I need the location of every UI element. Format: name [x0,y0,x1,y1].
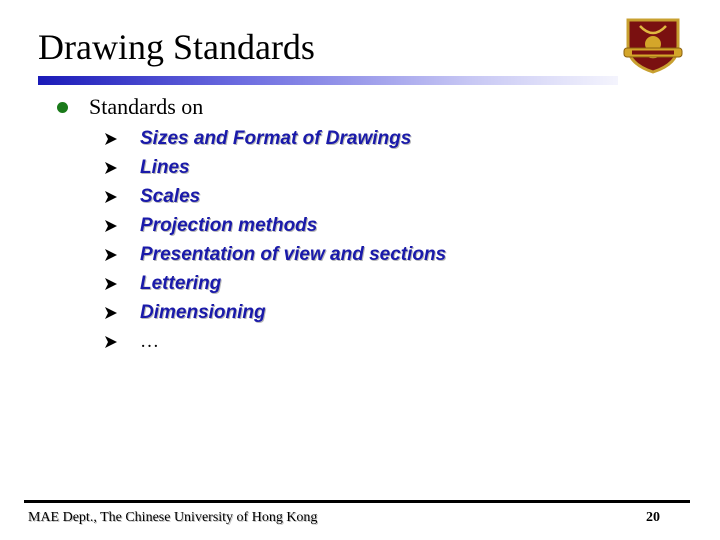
list-item-text: Sizes and Format of Drawings [140,127,412,149]
footer-divider [24,500,690,503]
slide-title: Drawing Standards [38,27,315,67]
arrow-right-icon [104,219,118,233]
arrow-right-icon [104,190,118,204]
arrow-right-icon [104,248,118,262]
list-item [104,124,446,153]
arrow-right-icon [104,306,118,320]
list-item-text: Scales [140,185,201,207]
university-crest-icon [622,14,684,74]
list-item [104,182,446,211]
arrow-right-icon [104,161,118,175]
list-item [104,240,446,269]
page-number: 20 [646,510,660,525]
list-item-text: Dimensioning [140,301,266,323]
list-item-text: Lettering [140,272,222,294]
list-item-text: Projection methods [140,214,318,236]
standards-list [104,124,446,356]
list-item-text: Presentation of view and sections [140,243,447,265]
list-item [104,153,446,182]
list-item-text: Lines [140,156,190,178]
main-bullet-text: Standards on [89,94,204,119]
arrow-right-icon [104,277,118,291]
main-bullet [57,94,203,120]
list-item [104,269,446,298]
list-item [104,327,446,356]
footer-department: MAE Dept., The Chinese University of Hong Kong [28,510,318,525]
list-item-text: … [140,330,159,352]
arrow-right-icon [104,132,118,146]
list-item [104,298,446,327]
arrow-right-icon [104,335,118,349]
green-dot-icon [57,102,68,113]
title-underline [38,76,618,85]
list-item [104,211,446,240]
